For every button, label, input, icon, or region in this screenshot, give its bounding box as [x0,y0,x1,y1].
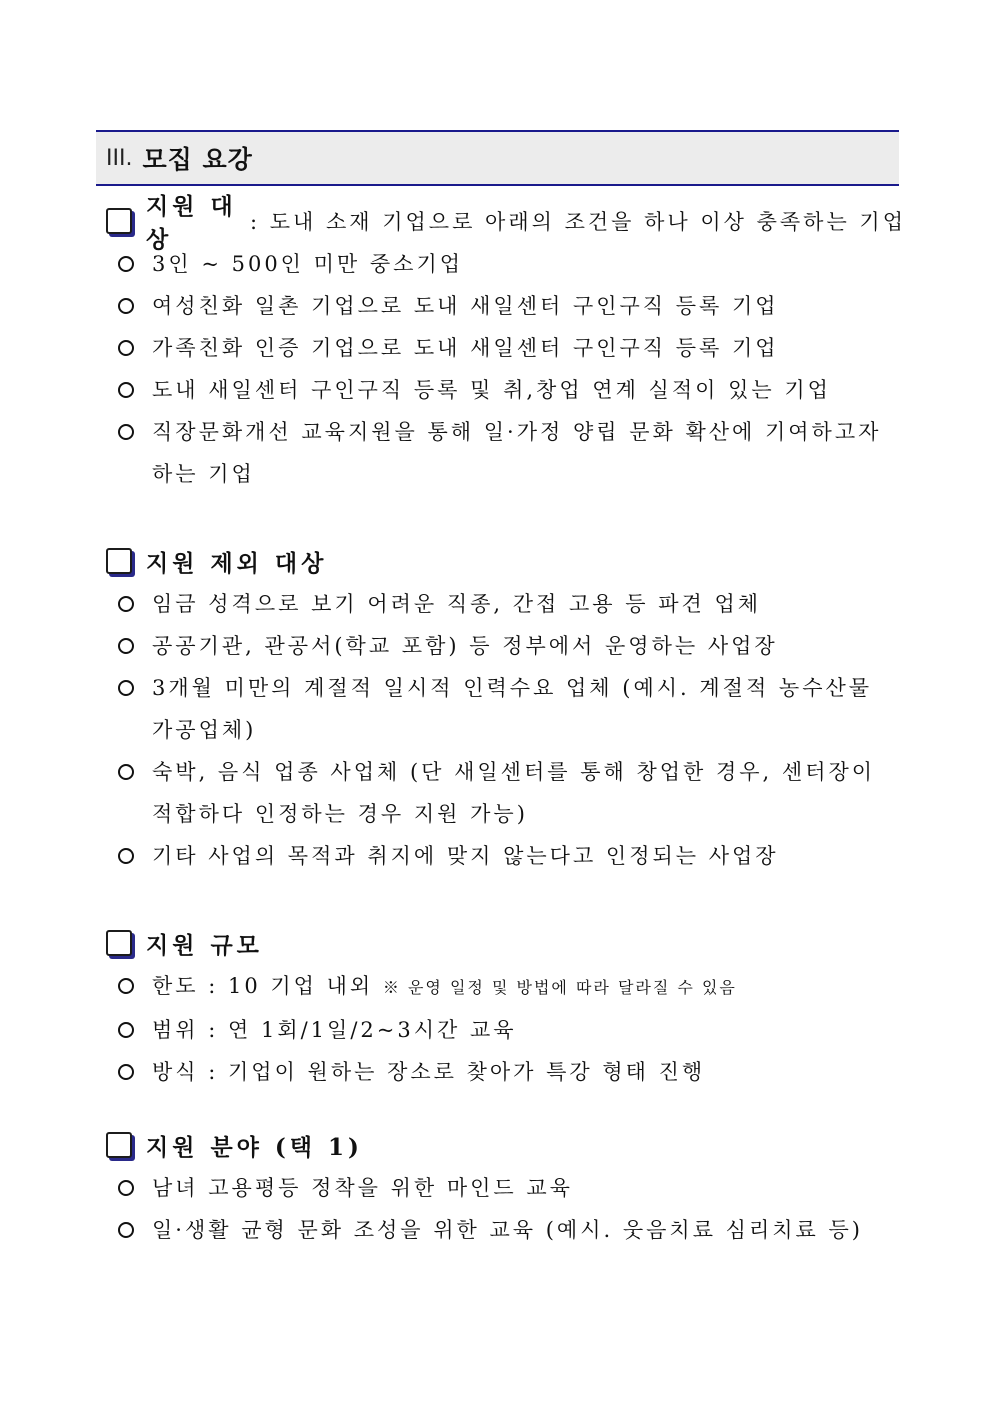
list-item: 도내 새일센터 구인구직 등록 및 취,창업 연계 실적이 있는 기업 [106,369,902,411]
subsection-description: : 도내 소재 기업으로 아래의 조건을 하나 이상 충족하는 기업 [249,210,906,234]
subsection-title: 지원 분야 (택 1) [146,1133,363,1161]
circle-bullet-icon [118,1064,134,1080]
list-item: 직장문화개선 교육지원을 통해 일·가정 양립 문화 확산에 기여하고자 하는 기업 [106,411,902,495]
circle-bullet-icon [118,596,134,612]
list-item: 3개월 미만의 계절적 일시적 인력수요 업체 (예시. 계절적 농수산물 가공업체) [106,667,902,751]
subsection-title: 지원 제외 대상 [146,549,328,577]
list-item: 한도 : 10 기업 내외 ※ 운영 일정 및 방법에 따라 달라질 수 있음 [106,965,902,1009]
list-item: 가족친화 인증 기업으로 도내 새일센터 구인구직 등록 기업 [106,327,902,369]
list-item: 여성친화 일촌 기업으로 도내 새일센터 구인구직 등록 기업 [106,285,902,327]
list-item: 3인 ~ 500인 미만 중소기업 [106,243,902,285]
checkbox-square-icon [106,930,132,956]
checkbox-square-icon [106,1132,132,1158]
section-header [96,130,899,186]
list-item: 숙박, 음식 업종 사업체 (단 새일센터를 통해 창업한 경우, 센터장이 적합하다 인정하는 경우 지원 가능) [106,751,902,835]
list-item: 일·생활 균형 문화 조성을 위한 교육 (예시. 웃음치료 심리치료 등) [106,1209,902,1251]
section-eligibility [106,193,906,495]
section-title: 모집 요강 [142,145,253,174]
list-item: 공공기관, 관공서(학교 포함) 등 정부에서 운영하는 사업장 [106,625,902,667]
circle-bullet-icon [118,764,134,780]
circle-bullet-icon [118,298,134,314]
circle-bullet-icon [118,1022,134,1038]
circle-bullet-icon [118,638,134,654]
list-item: 방식 : 기업이 원하는 장소로 찾아가 특강 형태 진행 [106,1051,902,1093]
note-text: ※ 운영 일정 및 방법에 따라 달라질 수 있음 [382,978,737,997]
checkbox-square-icon [106,548,132,574]
circle-bullet-icon [118,256,134,272]
section-scale [106,925,906,1093]
subsection-title: 지원 규모 [146,931,263,959]
subsection-title: 지원 대상 [146,193,237,253]
list-item: 범위 : 연 1회/1일/2~3시간 교육 [106,1009,902,1051]
list-item: 남녀 고용평등 정착을 위한 마인드 교육 [106,1167,902,1209]
section-fields [106,1127,906,1251]
section-number: III. [106,145,133,171]
circle-bullet-icon [118,1180,134,1196]
circle-bullet-icon [118,680,134,696]
circle-bullet-icon [118,340,134,356]
circle-bullet-icon [118,424,134,440]
circle-bullet-icon [118,978,134,994]
list-item: 기타 사업의 목적과 취지에 맞지 않는다고 인정되는 사업장 [106,835,902,877]
circle-bullet-icon [118,848,134,864]
checkbox-square-icon [106,208,132,234]
circle-bullet-icon [118,1222,134,1238]
circle-bullet-icon [118,382,134,398]
section-exclusions [106,543,906,877]
list-item: 임금 성격으로 보기 어려운 직종, 간접 고용 등 파견 업체 [106,583,902,625]
